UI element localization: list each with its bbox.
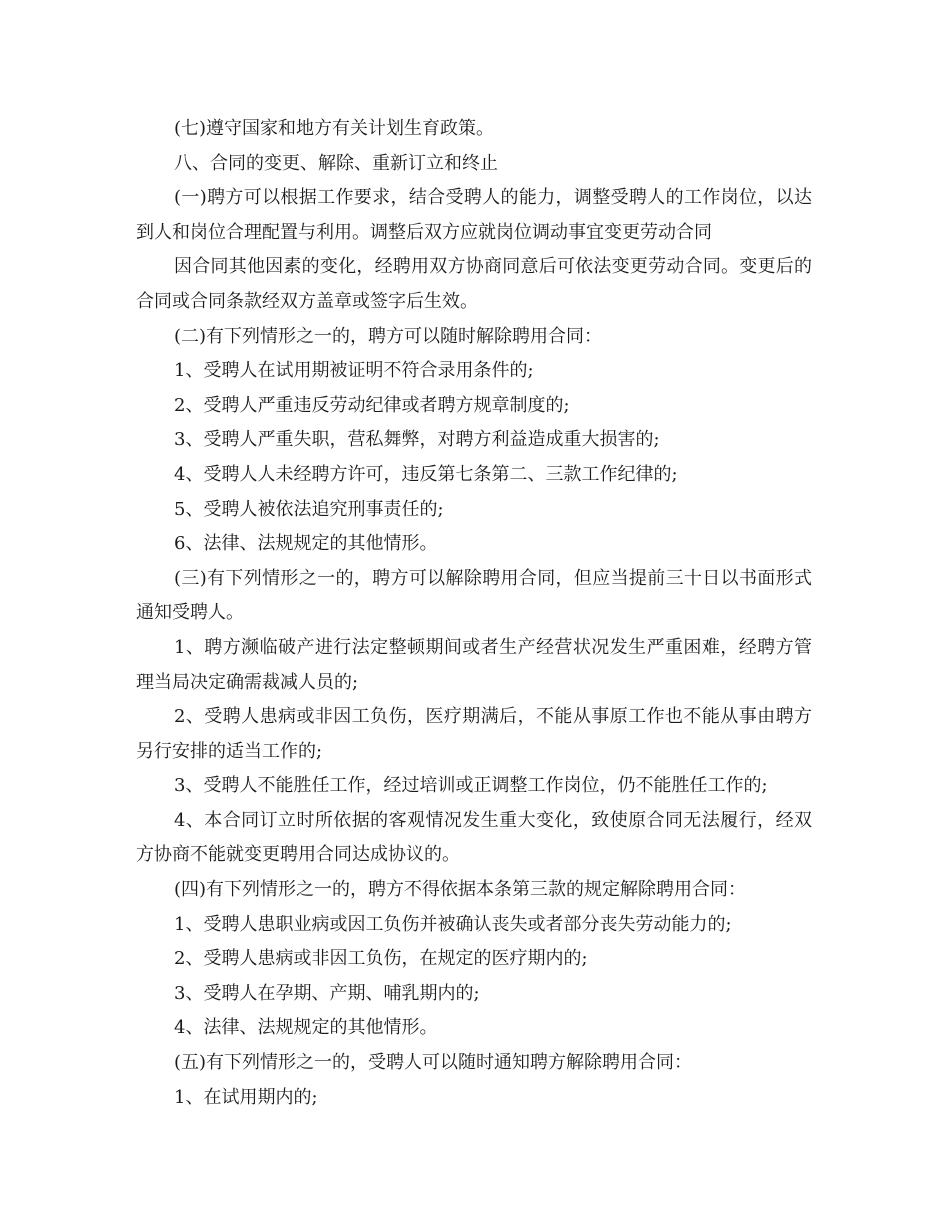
clause-2-item-1: 1、受聘人在试用期被证明不符合录用条件的;: [174, 360, 534, 382]
clause-4-item-1: 1、受聘人患职业病或因工负伤并被确认丧失或者部分丧失劳动能力的;: [174, 913, 732, 935]
clause-3-item-3: 3、受聘人不能胜任工作，经过培训或正调整工作岗位，仍不能胜任工作的;: [174, 775, 768, 797]
clause-2-item-6: 6、法律、法规规定的其他情形。: [174, 533, 438, 555]
clause-4-item-4: 4、法律、法规规定的其他情形。: [174, 1017, 438, 1039]
clause-4-item-3: 3、受聘人在孕期、产期、哺乳期内的;: [174, 982, 480, 1004]
clause-1-position-adjustment: (一)聘方可以根据工作要求，结合受聘人的能力，调整受聘人的工作岗位，以达到人和岗位合理配置与利用。调整后双方应就岗位调动事宜变更劳动合同: [136, 187, 812, 243]
clause-3-heading: (三)有下列情形之一的，聘方可以解除聘用合同，但应当提前三十日以书面形式通知受聘人。: [136, 567, 812, 624]
clause-4-item-2: 2、受聘人患病或非因工负伤，在规定的医疗期内的;: [174, 948, 588, 970]
clause-2-item-4: 4、受聘人人未经聘方许可，违反第七条第二、三款工作纪律的;: [174, 463, 678, 485]
clause-2-item-2: 2、受聘人严重违反劳动纪律或者聘方规章制度的;: [174, 394, 570, 416]
contract-change-paragraph: 因合同其他因素的变化，经聘用双方协商同意后可依法变更劳动合同。变更后的合同或合同条款经双方盖章或签字后生效。: [136, 256, 812, 312]
clause-4-heading: (四)有下列情形之一的，聘方不得依据本条第三款的规定解除聘用合同：: [174, 879, 747, 901]
clause-5-item-1: 1、在试用期内的;: [174, 1086, 318, 1108]
clause-3-item-1: 1、聘方濒临破产进行法定整顿期间或者生产经营状况发生严重困难，经聘方管理当局决定确需裁减人员的;: [136, 636, 812, 693]
section-8-heading: 八、合同的变更、解除、重新订立和终止: [174, 152, 498, 174]
clause-7-family-planning: (七)遵守国家和地方有关计划生育政策。: [174, 118, 495, 139]
clause-2-heading: (二)有下列情形之一的，聘方可以随时解除聘用合同：: [174, 325, 603, 347]
document-body: [136, 112, 812, 1115]
clause-5-heading: (五)有下列情形之一的，受聘人可以随时通知聘方解除聘用合同：: [174, 1052, 693, 1074]
clause-3-item-2: 2、受聘人患病或非因工负伤，医疗期满后，不能从事原工作也不能从事由聘方另行安排的适当工作的;: [136, 706, 812, 762]
clause-2-item-5: 5、受聘人被依法追究刑事责任的;: [174, 498, 444, 520]
clause-2-item-3: 3、受聘人严重失职，营私舞弊，对聘方利益造成重大损害的;: [174, 429, 660, 451]
clause-3-item-4: 4、本合同订立时所依据的客观情况发生重大变化，致使原合同无法履行，经双方协商不能就变更聘用合同达成协议的。: [136, 809, 812, 866]
